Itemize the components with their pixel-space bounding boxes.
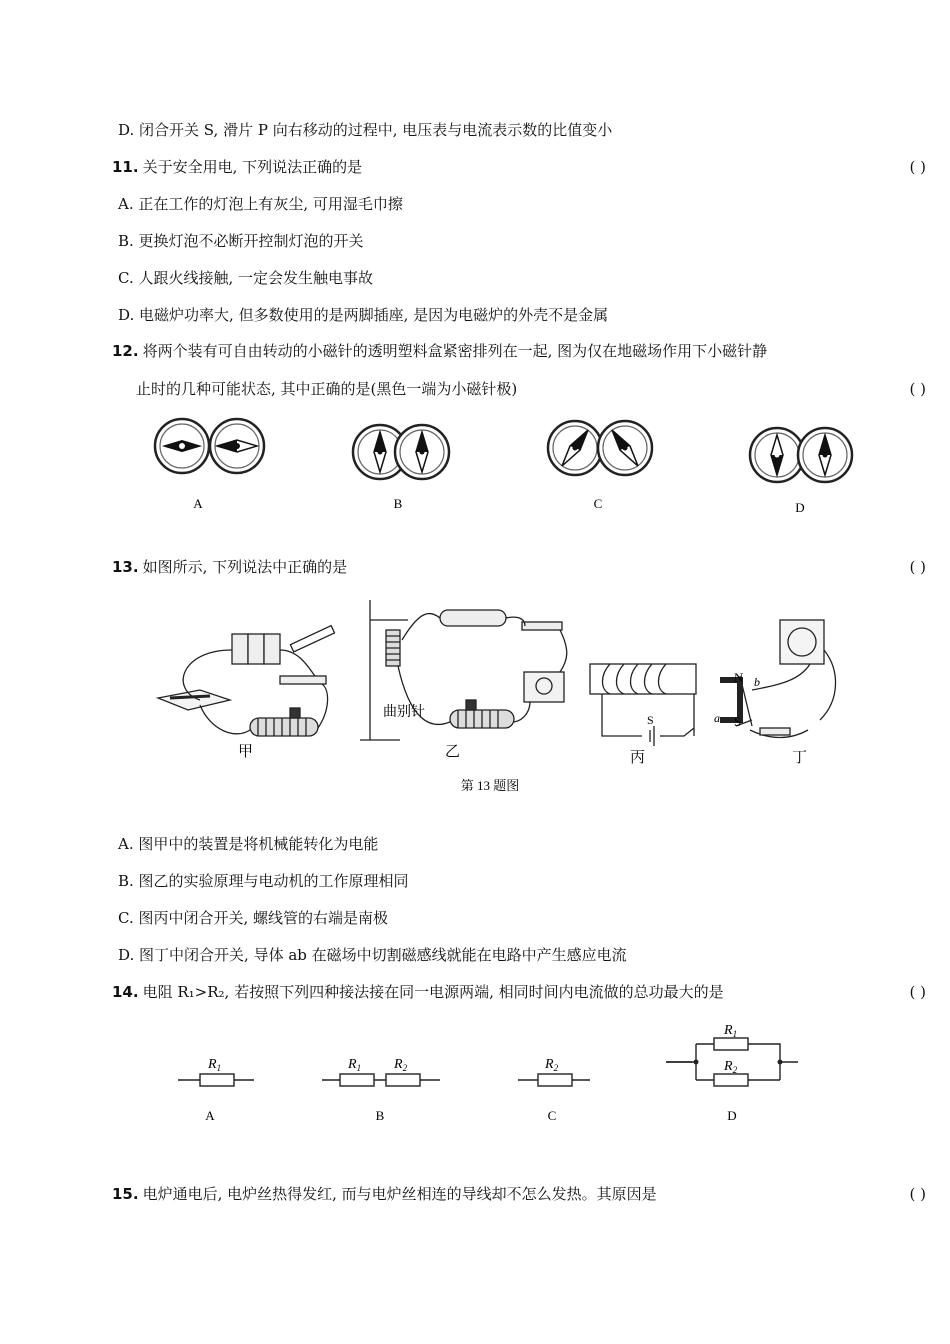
q14-c-r-label: $R_2$ [545, 1057, 559, 1073]
q13-stem-text: 如图所示, 下列说法中正确的是 [142, 558, 348, 576]
q13-label-a: a [714, 711, 720, 725]
q12-number: 12. [112, 342, 139, 360]
q13-option-c: C. 图丙中闭合开关, 螺线管的右端是南极 [118, 909, 389, 927]
q13-number: 13. [112, 558, 139, 576]
q13-option-a: A. 图甲中的装置是将机械能转化为电能 [118, 835, 379, 853]
q12-label-c: C [593, 496, 603, 511]
q15-stem [112, 1184, 657, 1204]
q12-option-b-compasses [353, 425, 449, 479]
q13-option-d: D. 图丁中闭合开关, 导体 ab 在磁场中切割磁感线就能在电路中产生感应电流 [118, 946, 627, 964]
q13-option-b: B. 图乙的实验原理与电动机的工作原理相同 [118, 872, 409, 890]
q11-option-b: B. 更换灯泡不必断开控制灯泡的开关 [118, 232, 364, 250]
q14-b-r1-label: $R_1$ [348, 1057, 362, 1073]
q12-option-a-compasses [155, 419, 264, 473]
q10-option-d: D. 闭合开关 S, 滑片 P 向右移动的过程中, 电压表与电流表示数的比值变小 [118, 121, 613, 139]
q13-experiment-figure [140, 590, 840, 800]
q14-label-c: C [547, 1108, 557, 1123]
q13-figure-caption: 第 13 题图 [460, 778, 520, 793]
q11-stem-text: 关于安全用电, 下列说法正确的是 [142, 158, 363, 176]
q12-stem-line1 [112, 341, 767, 361]
q13-label-bing: 丙 [630, 750, 646, 766]
q15-answer-paren[interactable]: ( ) [909, 1185, 926, 1203]
q12-label-a: A [193, 496, 203, 511]
q11-answer-paren[interactable]: ( ) [909, 158, 926, 176]
q13-label-s: S [734, 714, 742, 729]
q15-stem-text: 电炉通电后, 电炉丝热得发红, 而与电炉丝相连的导线却不怎么发热。其原因是 [142, 1185, 657, 1203]
q13-fig-bing [590, 664, 696, 746]
q13-label-jia: 甲 [238, 744, 254, 760]
q14-b-r2-label: $R_2$ [394, 1057, 408, 1073]
q12-compass-figure [140, 410, 860, 530]
q13-label-n: N [734, 670, 744, 685]
q14-label-d: D [727, 1108, 737, 1123]
q14-number: 14. [112, 983, 139, 1001]
q11-option-d: D. 电磁炉功率大, 但多数使用的是两脚插座, 是因为电磁炉的外壳不是金属 [118, 306, 609, 324]
q14-label-b: B [375, 1108, 385, 1123]
q13-fig-jia [158, 626, 335, 736]
q14-stem [112, 982, 724, 1002]
q12-label-b: B [393, 496, 403, 511]
q14-d-r2-label: $R_2$ [724, 1059, 738, 1075]
q12-stem-line2: 止时的几种可能状态, 其中正确的是(黑色一端为小磁针极) [136, 380, 518, 398]
q13-label-switch: S [647, 713, 654, 727]
q11-number: 11. [112, 158, 139, 176]
q14-circuit-figure [170, 1018, 820, 1128]
q12-option-d-compasses [750, 428, 852, 482]
q14-a-r-label: $R_1$ [208, 1057, 222, 1073]
q14-stem-text: 电阻 R₁>R₂, 若按照下列四种接法接在同一电源两端, 相同时间内电流做的总功最大的是 [142, 983, 724, 1001]
q12-answer-paren[interactable]: ( ) [909, 380, 926, 398]
q13-label-yi: 乙 [445, 744, 461, 760]
q12-label-d: D [795, 500, 805, 515]
q11-option-c: C. 人跟火线接触, 一定会发生触电事故 [118, 269, 374, 287]
q12-stem-text1: 将两个装有可自由转动的小磁针的透明塑料盒紧密排列在一起, 图为仅在地磁场作用下小磁针静 [142, 342, 768, 360]
q13-label-b: b [754, 675, 760, 689]
q14-label-a: A [205, 1108, 215, 1123]
q13-stem [112, 557, 347, 577]
q13-label-crank: 曲别针 [383, 705, 425, 720]
q15-number: 15. [112, 1185, 139, 1203]
q13-answer-paren[interactable]: ( ) [909, 558, 926, 576]
q13-label-ding: 丁 [792, 750, 808, 766]
q14-answer-paren[interactable]: ( ) [909, 983, 926, 1001]
q12-option-c-compasses [548, 421, 652, 475]
q14-d-r1-label: $R_1$ [724, 1023, 738, 1039]
q11-option-a: A. 正在工作的灯泡上有灰尘, 可用湿毛巾擦 [118, 195, 403, 213]
q11-stem [112, 157, 362, 177]
